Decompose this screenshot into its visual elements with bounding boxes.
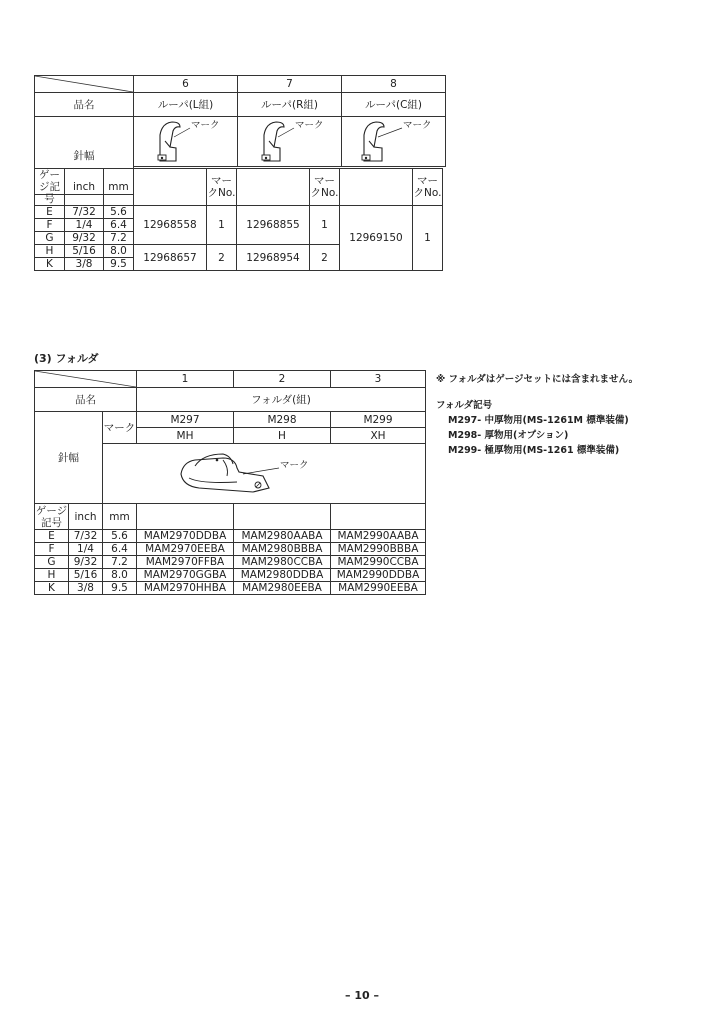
folder-part-m298-h: MAM2980DDBA [234,569,331,582]
folder-gauge-h: H [35,569,69,582]
section-title-folder: (3) フォルダ [34,352,99,365]
part-looper-r-a: 12968855 [237,206,310,245]
mark-h: H [234,428,331,444]
name-looper-l: ルーパ(L組) [134,93,238,117]
looper-c-figure [342,117,446,167]
folder-mark-callout: マーク [280,460,309,471]
mark-xh: XH [331,428,426,444]
part-looper-c: 12969150 [340,206,413,271]
gauge-label: ゲージ記号 [35,169,65,206]
mark-looper-r-b: 2 [310,245,340,271]
folder-part-m297-f: MAM2970EEBA [137,543,234,556]
mark-mh: MH [137,428,234,444]
folder-gauge-f: F [35,543,69,556]
folder-mm-g: 7.2 [103,556,137,569]
folder-inch-h: 5/16 [69,569,103,582]
gauge-e: E [35,206,65,219]
part-looper-l-a: 12968558 [134,206,207,245]
folder-mm-k: 9.5 [103,582,137,595]
folder-part-m299-e: MAM2990AABA [331,530,426,543]
col-header-6: 6 [134,76,238,93]
folder-part-m298-e: MAM2980AABA [234,530,331,543]
gauge-k: K [35,258,65,271]
folder-mark-label: マーク [103,412,137,444]
note-title: フォルダ記号 [436,400,493,411]
looper-r-figure [238,117,342,167]
col-header-8: 8 [342,76,446,93]
model-m297: M297 [137,412,234,428]
mm-f: 6.4 [104,219,134,232]
folder-part-m298-k: MAM2980EEBA [234,582,331,595]
folder-gauge-label: ゲージ記号 [35,504,68,529]
folder-name-label: 品名 [35,388,137,412]
mm-h: 8.0 [104,245,134,258]
folder-gauge-k: K [35,582,69,595]
model-m298: M298 [234,412,331,428]
name-looper-r: ルーパ(R組) [238,93,342,117]
folder-needle-label: 針幅 [35,412,103,504]
inch-g: 9/32 [65,232,104,245]
markno-label-r: マークNo. [310,169,340,206]
looper-l-figure [134,117,238,167]
inch-label: inch [65,169,104,206]
folder-gauge-e: E [35,530,69,543]
folder-note [436,372,638,458]
mark-looper-r-a: 1 [310,206,340,245]
mm-g: 7.2 [104,232,134,245]
folder-part-m297-h: MAM2970GGBA [137,569,234,582]
mm-e: 5.6 [104,206,134,219]
folder-inch-e: 7/32 [69,530,103,543]
folder-part-m297-e: MAM2970DDBA [137,530,234,543]
folder-name: フォルダ(組) [137,388,426,412]
folder-mm-e: 5.6 [103,530,137,543]
inch-h: 5/16 [65,245,104,258]
folder-part-m297-g: MAM2970FFBA [137,556,234,569]
model-m299: M299 [331,412,426,428]
name-looper-c: ルーパ(C組) [342,93,446,117]
corner-cell [35,76,134,93]
folder-part-m299-g: MAM2990CCBA [331,556,426,569]
inch-f: 1/4 [65,219,104,232]
note-item-m298: M298- 厚物用(オプション) [448,430,569,441]
mark-looper-c: 1 [413,206,443,271]
looper-l-mark-callout: マーク [191,120,220,131]
part-looper-l-b: 12968657 [134,245,207,271]
page-number: – 10 – [345,989,379,1002]
folder-col-2: 2 [234,371,331,388]
gauge-h: H [35,245,65,258]
folder-part-m299-h: MAM2990DDBA [331,569,426,582]
folder-col-3: 3 [331,371,426,388]
folder-mm-h: 8.0 [103,569,137,582]
note-item-m297: M297- 中厚物用(MS-1261M 標準装備) [448,415,629,426]
folder-part-m298-g: MAM2980CCBA [234,556,331,569]
looper-c-mark-callout: マーク [403,120,432,131]
part-looper-r-b: 12968954 [237,245,310,271]
mm-k: 9.5 [104,258,134,271]
folder-inch-f: 1/4 [69,543,103,556]
folder-part-m299-f: MAM2990BBBA [331,543,426,556]
folder-col-1: 1 [137,371,234,388]
folder-inch-k: 3/8 [69,582,103,595]
folder-mm-f: 6.4 [103,543,137,556]
inch-e: 7/32 [65,206,104,219]
col-header-7: 7 [238,76,342,93]
folder-inch-label: inch [69,504,103,530]
folder-mm-label: mm [103,504,137,530]
inch-k: 3/8 [65,258,104,271]
folder-gauge-g: G [35,556,69,569]
markno-label-c: マークNo. [413,169,443,206]
mm-label: mm [104,169,134,206]
looper-table-body [34,168,443,271]
markno-label-l: マークNo. [207,169,237,206]
gauge-g: G [35,232,65,245]
looper-r-mark-callout: マーク [295,120,324,131]
mark-looper-l-b: 2 [207,245,237,271]
note-item-m299: M299- 極厚物用(MS-1261 標準装備) [448,445,620,456]
folder-corner-cell [35,371,137,388]
folder-part-m299-k: MAM2990EEBA [331,582,426,595]
mark-looper-l-a: 1 [207,206,237,245]
name-label: 品名 [35,93,134,117]
folder-part-m298-f: MAM2980BBBA [234,543,331,556]
note-not-included: ※ フォルダはゲージセットには含まれません。 [436,374,639,385]
folder-table [34,370,426,595]
folder-inch-g: 9/32 [69,556,103,569]
folder-part-m297-k: MAM2970HHBA [137,582,234,595]
needle-gauge-label: 針幅 [35,117,134,195]
folder-figure [103,444,426,504]
gauge-f: F [35,219,65,232]
